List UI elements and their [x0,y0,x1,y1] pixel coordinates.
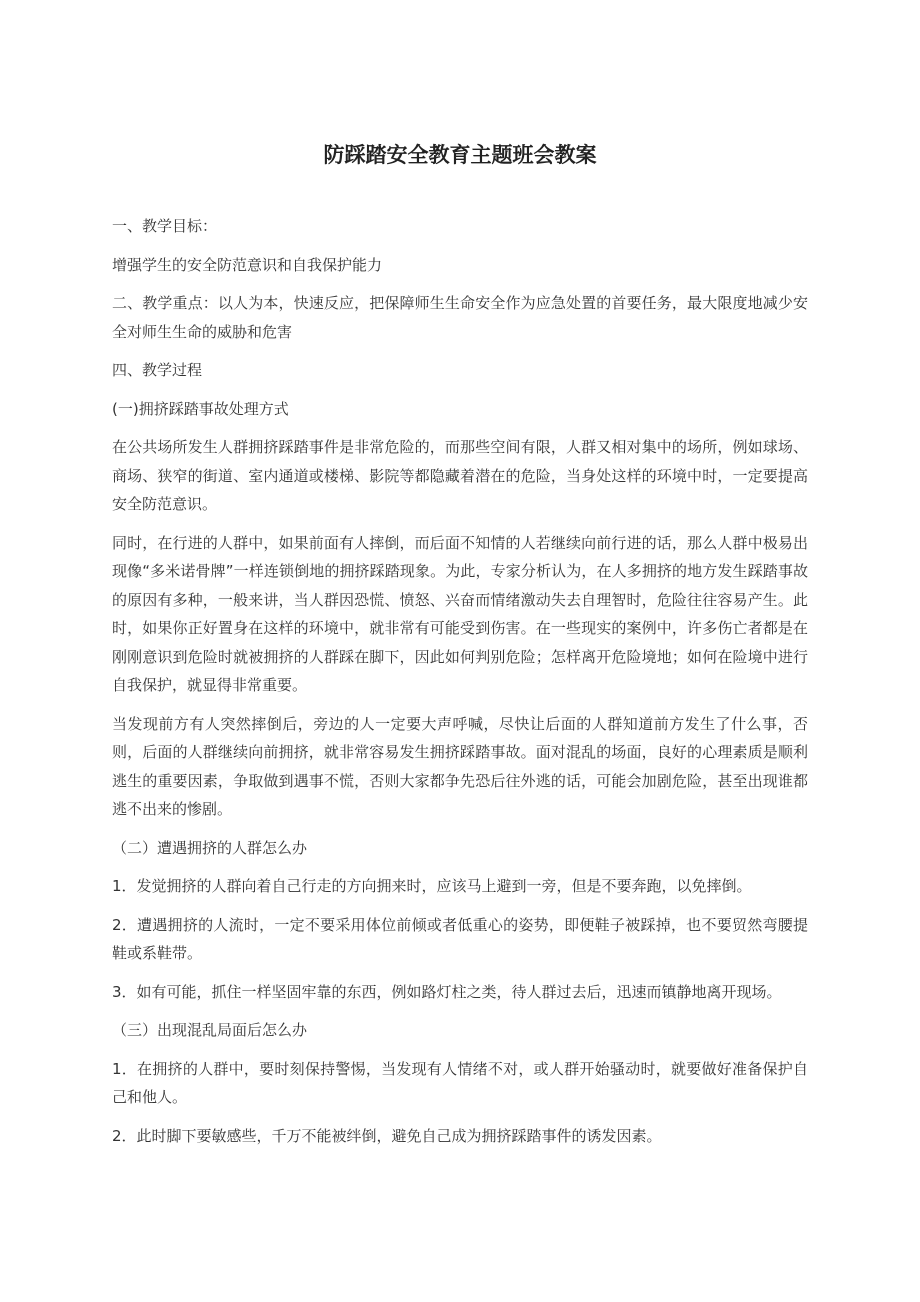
list-item: 1．在拥挤的人群中，要时刻保持警惕，当发现有人情绪不对，或人群开始骚动时，就要做好准备保护自己和他人。 [112,1059,808,1106]
list-item: 3．如有可能，抓住一样坚固牢靠的东西，例如路灯柱之类，待人群过去后，迅速而镇静地离开现场。 [112,982,782,1001]
document-body [112,212,808,1160]
subsection-heading-2: （二）遭遇拥挤的人群怎么办 [112,838,308,857]
paragraph-body: 同时，在行进的人群中，如果前面有人摔倒，而后面不知情的人若继续向前行进的话，那么人群中极易出现像“多米诺骨牌”一样连锁倒地的拥挤踩踏现象。为此，专家分析认为，在人多拥挤的地方发生踩踏事故的原因有多种，一般来讲，当人群因恐慌、愤怒、兴奋而情绪激动失去自理智时，危险往往容易产生。此时，如果你正好置身在这样的环境中，就非常有可能受到伤害。在一些现实的案例中，许多伤亡者都是在刚刚意识到危险时就被拥挤的人群踩在脚下，因此如何判别危险；怎样离开危险境地；如何在险境中进行自我保护，就显得非常重要。 [112,533,808,694]
document-title: 防踩踏安全教育主题班会教案 [323,143,597,167]
section-heading-key-points: 二、教学重点：以人为本，快速反应，把保障师生生命安全作为应急处置的首要任务，最大限度地减少安全对师生生命的威胁和危害 [112,294,808,341]
section-heading-process: 四、教学过程 [112,361,203,379]
list-item: 2．此时脚下要敏感些，千万不能被绊倒，避免自己成为拥挤踩踏事件的诱发因素。 [112,1126,662,1145]
paragraph-objective-text: 增强学生的安全防范意识和自我保护能力 [112,255,383,274]
section-heading-objectives: 一、教学目标： [112,217,218,235]
paragraph-body: 当发现前方有人突然摔倒后，旁边的人一定要大声呼喊，尽快让后面的人群知道前方发生了什么事，否则，后面的人群继续向前拥挤，就非常容易发生拥挤踩踏事故。面对混乱的场面，良好的心理素质是顺利逃生的重要因素，争取做到遇事不慌，否则大家都争先恐后往外逃的话，可能会加剧危险，甚至出现谁都逃不出来的惨剧。 [112,714,808,818]
list-item: 2．遭遇拥挤的人流时，一定不要采用体位前倾或者低重心的姿势，即便鞋子被踩掉，也不要贸然弯腰提鞋或系鞋带。 [112,915,808,962]
list-item: 1．发觉拥挤的人群向着自己行走的方向拥来时，应该马上避到一旁，但是不要奔跑，以免摔倒。 [112,877,752,895]
subsection-heading-3: （三）出现混乱局面后怎么办 [112,1021,308,1039]
subsection-heading-1: (一)拥挤踩踏事故处理方式 [112,399,289,418]
paragraph-body: 在公共场所发生人群拥挤踩踏事件是非常危险的，而那些空间有限，人群又相对集中的场所，例如球场、商场、狭窄的街道、室内通道或楼梯、影院等都隐藏着潜在的危险，当身处这样的环境中时，一定要提高安全防范意识。 [112,438,808,513]
